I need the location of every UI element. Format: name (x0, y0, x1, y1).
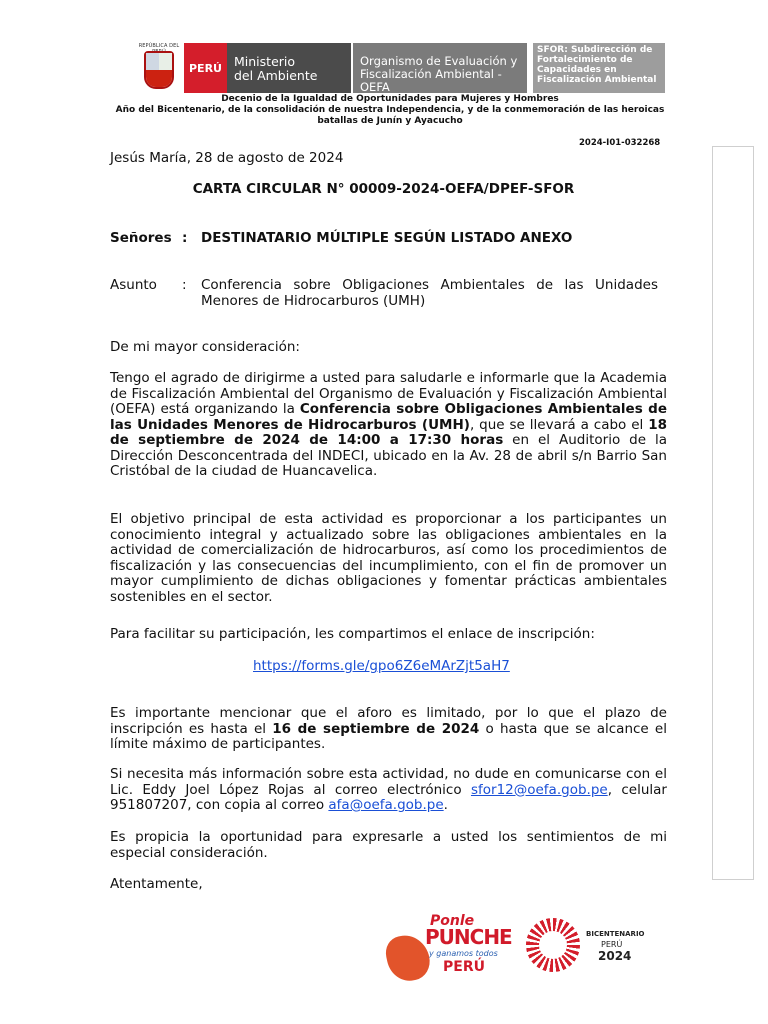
decenio-header (110, 94, 670, 127)
sfor-line4: Fiscalización Ambiental (537, 75, 657, 85)
bicentenario-logo (526, 916, 656, 980)
oefa-logo (353, 43, 527, 93)
letter-date: Jesús María, 28 de agosto de 2024 (110, 150, 344, 166)
p1-text-a: Tengo el agrado de dirigirme a usted para saludarle e informarle que la Academia de Fiscalización Ambiental del Organismo de Evaluación y Fiscalización Ambiental (OEFA) está organizando la (110, 370, 667, 417)
letter-title: CARTA CIRCULAR N° 00009-2024-OEFA/DPEF-SFOR (192, 181, 575, 197)
oefa-line1: Organismo de Evaluación y (360, 54, 518, 68)
document-reference: 2024-I01-032268 (579, 138, 661, 148)
ponle-text: Ponle (430, 913, 475, 929)
p1-conference-name: Conferencia sobre Obligaciones Ambientales de las Unidades Menores de Hidrocarburos (UMH) (110, 401, 667, 433)
ministry-line1: Ministerio (234, 54, 296, 69)
oefa-line2: Fiscalización Ambiental - OEFA (360, 67, 502, 94)
coat-caption: REPÚBLICA DEL (138, 43, 180, 49)
p5-text-c: . (443, 797, 448, 813)
bicentenario-year: 2024 (598, 949, 632, 963)
coat-of-arms-icon (130, 43, 184, 93)
ministry-line2: del Ambiente (234, 68, 318, 83)
punche-text: PUNCHE (425, 925, 512, 949)
peru-label: PERÚ (184, 43, 227, 93)
sfor-line2: Fortalecimiento de (537, 55, 633, 65)
cc-email-link[interactable]: afa@oefa.gob.pe (328, 797, 444, 813)
side-panel (712, 146, 754, 880)
sfor-line3: Capacidades en (537, 65, 617, 75)
sfor-line1: SFOR: Subdirección de (537, 45, 653, 55)
subject-separator: : (182, 277, 187, 293)
paragraph-4 (110, 706, 667, 753)
p4-deadline: 16 de septiembre de 2024 (272, 720, 480, 737)
recipient-label: Señores (110, 230, 172, 246)
recipient-separator: : (182, 230, 188, 246)
p5-text-a: Si necesita más información sobre esta actividad, no dude en comunicarse con el Lic. Eddy Joel López Rojas al correo electrónico (110, 766, 667, 798)
contact-email-link[interactable]: sfor12@oefa.gob.pe (470, 781, 608, 798)
greeting: De mi mayor consideración: (110, 339, 300, 355)
decenio-line3: batallas de Junín y Ayacucho (317, 116, 463, 126)
ponle-peru-text: PERÚ (443, 959, 485, 975)
decenio-line2: Año del Bicentenario, de la consolidación de nuestra Independencia, y de la conmemoración de las heroicas (115, 105, 665, 115)
ponle-punche-logo (385, 913, 515, 985)
subject-value: Conferencia sobre Obligaciones Ambientales de las Unidades Menores de Hidrocarburos (UMH) (201, 277, 658, 309)
closing: Atentamente, (110, 876, 203, 892)
p4-text-a: Es importante mencionar que el aforo es limitado, por lo que el plazo de inscripción es hasta el (110, 705, 667, 737)
bicentenario-sun-icon (526, 918, 580, 972)
bicentenario-text: BICENTENARIO (586, 930, 645, 938)
p5-text-b: , celular 951807207, con copia al correo (110, 781, 667, 813)
subject-label: Asunto (110, 277, 157, 293)
p1-event-datetime: 18 de septiembre de 2024 de 14:00 a 17:30 horas (110, 416, 667, 448)
p4-text-c: o hasta que se alcance el límite máximo de participantes. (110, 720, 667, 752)
paragraph-2: El objetivo principal de esta actividad es proporcionar a los participantes un conocimiento integral y actualizado sobre las obligaciones ambientales en la actividad de comercialización de hidrocarburos, así como los procedimientos de fiscalización y las consecuencias del incumplimiento, con el fin de promover un mayor cumplimiento de dichas obligaciones y fomentar prácticas ambientales sostenibles en el sector. (110, 511, 667, 605)
p1-text-c: , que se llevará a cabo el (469, 416, 649, 433)
paragraph-6: Es propicia la oportunidad para expresarle a usted los sentimientos de mi especial consideración. (110, 829, 667, 861)
header-logo-bar (130, 43, 665, 93)
paragraph-3: Para facilitar su participación, les compartimos el enlace de inscripción: (110, 626, 595, 642)
decenio-line1: Decenio de la Igualdad de Oportunidades para Mujeres y Hombres (221, 94, 559, 104)
ganamos-text: y ganamos todos (429, 949, 498, 958)
p1-text-e: en el Auditorio de la Dirección Desconcentrada del INDECI, ubicado en la Av. 28 de abril s/n Barrio San Cristóbal de la ciudad de Huancavelica. (110, 432, 667, 479)
bicentenario-peru-text: PERÚ (601, 940, 623, 949)
recipient-value: DESTINATARIO MÚLTIPLE SEGÚN LISTADO ANEXO (201, 230, 573, 246)
sfor-label (533, 43, 665, 93)
registration-link[interactable]: https://forms.gle/gpo6Z6eMArZjt5aH7 (253, 658, 510, 674)
paragraph-1 (110, 371, 667, 480)
paragraph-5 (110, 767, 667, 814)
ministry-logo (227, 43, 351, 93)
